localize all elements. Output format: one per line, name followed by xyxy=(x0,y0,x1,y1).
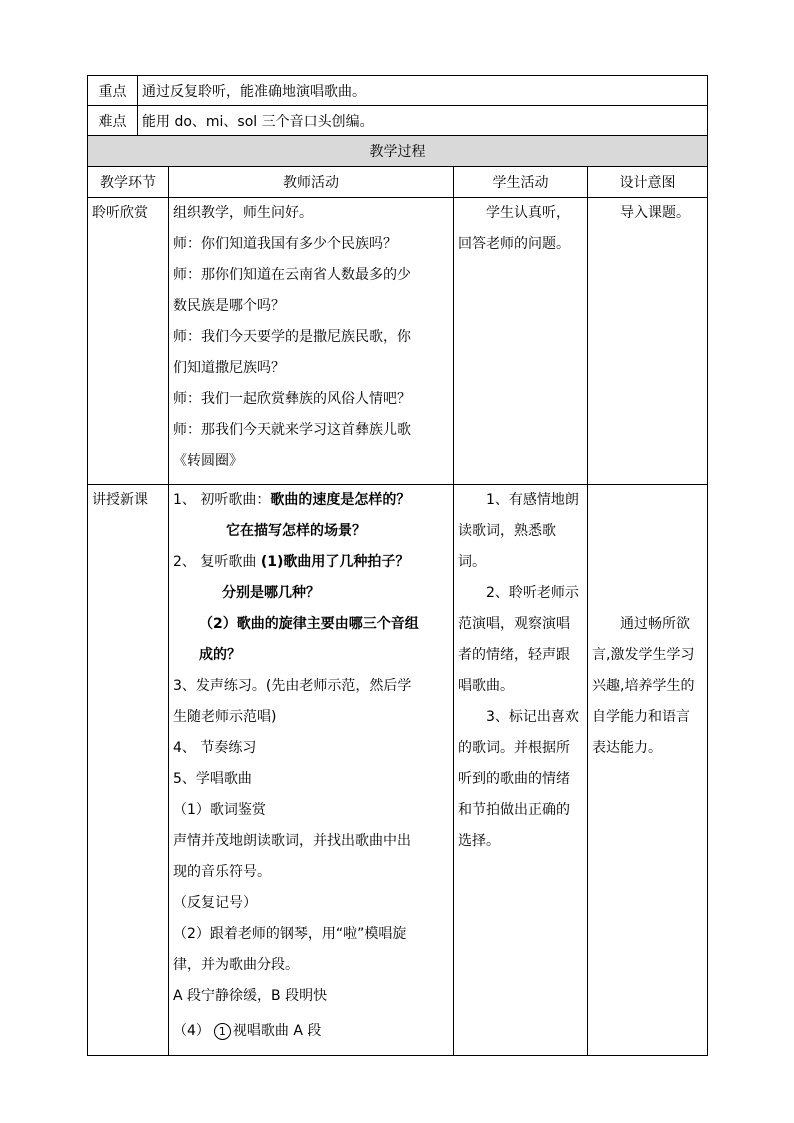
table-row xyxy=(88,485,708,1056)
teacher-line: 们知道撒尼族吗？ xyxy=(173,360,285,376)
teacher-cell xyxy=(169,485,454,1056)
difficulty-label: 难点 xyxy=(88,106,138,136)
student-text: 2、聆听老师示范演唱，观察演唱者的情绪，轻声跟唱歌曲。 xyxy=(458,585,579,694)
focus-label: 重点 xyxy=(88,76,138,106)
teacher-line: 组织教学，师生问好。 xyxy=(173,205,313,221)
intent-cell xyxy=(588,198,708,485)
teacher-line: 律，并为歌曲分段。 xyxy=(173,957,299,973)
teacher-line: （2）跟着老师的钢琴，用“啦”模唱旋 xyxy=(173,926,407,942)
teacher-line: A 段宁静徐缓，B 段明快 xyxy=(173,988,328,1004)
teacher-step-text: 视唱歌曲 A 段 xyxy=(232,1023,322,1039)
header-intent: 设计意图 xyxy=(588,167,708,198)
teacher-line: 声情并茂地朗读歌词，并找出歌曲中出 xyxy=(173,833,411,849)
teacher-line: 师：我们一起欣赏彝族的风俗人情吧？ xyxy=(173,391,411,407)
student-cell xyxy=(454,198,588,485)
teacher-line xyxy=(173,485,449,516)
teacher-line: 4、 节奏练习 xyxy=(173,740,257,756)
intent-text: 导入课题。 xyxy=(620,205,690,221)
teacher-question: 它在描写怎样的场景？ xyxy=(226,523,366,539)
student-text: 学生认真听，回答老师的问题。 xyxy=(458,205,570,252)
student-cell xyxy=(454,485,588,1056)
teacher-question: 分别是哪几种？ xyxy=(222,585,320,601)
circled-number-icon: 1 xyxy=(214,1023,231,1040)
teacher-line: 师：那你们知道在云南省人数最多的少 xyxy=(173,267,411,283)
stage-cell: 聆听欣赏 xyxy=(88,198,169,485)
teacher-line: 《转圆圈》 xyxy=(173,453,243,469)
table-row xyxy=(88,198,708,485)
teacher-line: 5、学唱歌曲 xyxy=(173,771,252,787)
teacher-step-label: （4） xyxy=(173,1023,210,1039)
teacher-step-label: 2、 复听歌曲 xyxy=(173,554,261,570)
teacher-line: 3、发声练习。(先由老师示范，然后学 xyxy=(173,678,412,694)
lesson-plan-page xyxy=(87,75,707,1056)
teacher-line: （1）歌词鉴赏 xyxy=(173,802,266,818)
header-student: 学生活动 xyxy=(454,167,588,198)
teacher-step-label: 1、 初听歌曲： xyxy=(173,492,271,508)
teacher-line: 现的音乐符号。 xyxy=(173,864,271,880)
student-text: 3、标记出喜欢的歌词。并根据所听到的歌曲的情绪和节拍做出正确的选择。 xyxy=(458,709,579,849)
stage-cell: 讲授新课 xyxy=(88,485,169,1056)
section-row xyxy=(88,136,708,167)
teacher-line: 生随老师示范唱) xyxy=(173,709,277,725)
teacher-line: 师：我们今天要学的是撒尼族民歌，你 xyxy=(173,329,411,345)
section-title: 教学过程 xyxy=(88,136,708,167)
header-teacher: 教师活动 xyxy=(169,167,454,198)
teacher-question: 成的？ xyxy=(199,647,241,663)
teacher-question: 歌曲的速度是怎样的？ xyxy=(270,492,411,508)
difficulty-row xyxy=(88,106,708,136)
teacher-line: 师：你们知道我国有多少个民族吗？ xyxy=(173,236,397,252)
intent-cell xyxy=(588,485,708,1056)
teacher-question: （2）歌曲的旋律主要由哪三个音组 xyxy=(199,616,419,632)
teacher-line: 数民族是哪个吗？ xyxy=(173,298,285,314)
teacher-line xyxy=(173,1016,449,1047)
lesson-plan-table xyxy=(87,75,708,1056)
difficulty-text: 能用 do、mi、sol 三个音口头创编。 xyxy=(138,106,708,136)
student-text: 1、有感情地朗读歌词，熟悉歌词。 xyxy=(458,492,579,570)
focus-row xyxy=(88,76,708,106)
teacher-line xyxy=(173,547,449,578)
header-stage: 教学环节 xyxy=(88,167,169,198)
teacher-question: (1)歌曲用了几种拍子？ xyxy=(260,554,410,570)
teacher-line: （反复记号） xyxy=(173,895,257,911)
teacher-line: 师：那我们今天就来学习这首彝族儿歌 xyxy=(173,422,411,438)
header-row xyxy=(88,167,708,198)
teacher-cell xyxy=(169,198,454,485)
intent-text: 通过畅所欲言,激发学生学习兴趣,培养学生的自学能力和语言表达能力。 xyxy=(592,616,695,756)
focus-text: 通过反复聆听，能准确地演唱歌曲。 xyxy=(138,76,708,106)
